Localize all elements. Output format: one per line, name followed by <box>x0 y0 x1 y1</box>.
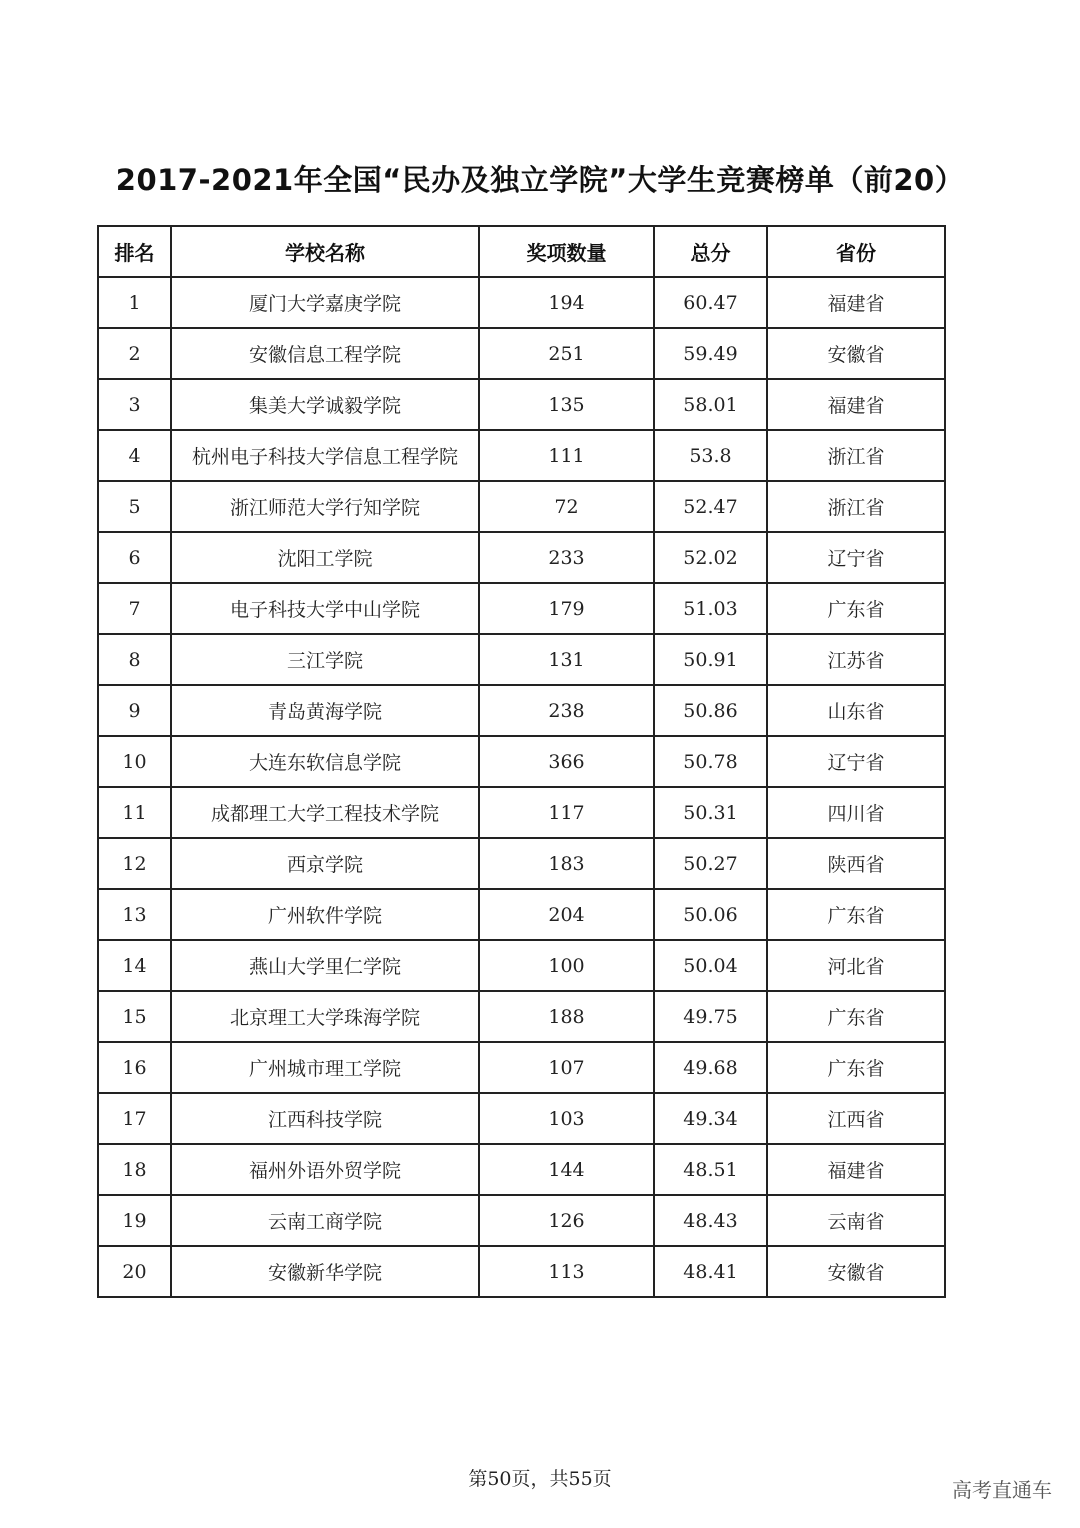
cell-province: 山东省 <box>767 685 945 736</box>
cell-score: 50.04 <box>654 940 767 991</box>
cell-score: 49.68 <box>654 1042 767 1093</box>
cell-school: 广州软件学院 <box>171 889 479 940</box>
table-row <box>98 634 945 685</box>
table-row <box>98 328 945 379</box>
header-school: 学校名称 <box>171 226 479 277</box>
cell-score: 48.43 <box>654 1195 767 1246</box>
table-row <box>98 481 945 532</box>
cell-score: 49.75 <box>654 991 767 1042</box>
cell-school: 广州城市理工学院 <box>171 1042 479 1093</box>
cell-rank: 12 <box>98 838 171 889</box>
cell-rank: 11 <box>98 787 171 838</box>
cell-province: 江西省 <box>767 1093 945 1144</box>
cell-school: 福州外语外贸学院 <box>171 1144 479 1195</box>
table-header-row <box>98 226 945 277</box>
header-rank: 排名 <box>98 226 171 277</box>
cell-awards: 135 <box>479 379 654 430</box>
cell-awards: 238 <box>479 685 654 736</box>
table-row <box>98 583 945 634</box>
cell-awards: 233 <box>479 532 654 583</box>
cell-rank: 14 <box>98 940 171 991</box>
cell-rank: 9 <box>98 685 171 736</box>
table-body <box>98 277 945 1297</box>
cell-province: 云南省 <box>767 1195 945 1246</box>
header-score: 总分 <box>654 226 767 277</box>
cell-school: 集美大学诚毅学院 <box>171 379 479 430</box>
cell-score: 59.49 <box>654 328 767 379</box>
watermark: 高考直通车 <box>952 1478 1052 1502</box>
cell-awards: 144 <box>479 1144 654 1195</box>
header-awards: 奖项数量 <box>479 226 654 277</box>
cell-awards: 103 <box>479 1093 654 1144</box>
cell-awards: 179 <box>479 583 654 634</box>
cell-score: 48.51 <box>654 1144 767 1195</box>
cell-score: 60.47 <box>654 277 767 328</box>
cell-rank: 3 <box>98 379 171 430</box>
table-row <box>98 379 945 430</box>
cell-province: 浙江省 <box>767 430 945 481</box>
cell-school: 三江学院 <box>171 634 479 685</box>
table-row <box>98 1195 945 1246</box>
cell-score: 58.01 <box>654 379 767 430</box>
cell-province: 辽宁省 <box>767 736 945 787</box>
cell-awards: 117 <box>479 787 654 838</box>
cell-province: 广东省 <box>767 583 945 634</box>
cell-score: 50.86 <box>654 685 767 736</box>
ranking-table <box>97 225 946 1298</box>
cell-awards: 183 <box>479 838 654 889</box>
table-row <box>98 1042 945 1093</box>
cell-score: 50.27 <box>654 838 767 889</box>
cell-score: 52.02 <box>654 532 767 583</box>
table-row <box>98 1246 945 1297</box>
cell-score: 50.31 <box>654 787 767 838</box>
cell-province: 福建省 <box>767 277 945 328</box>
cell-score: 52.47 <box>654 481 767 532</box>
cell-rank: 6 <box>98 532 171 583</box>
cell-awards: 126 <box>479 1195 654 1246</box>
cell-rank: 1 <box>98 277 171 328</box>
cell-score: 50.91 <box>654 634 767 685</box>
cell-score: 48.41 <box>654 1246 767 1297</box>
table-row <box>98 991 945 1042</box>
page-number: 第50页，共55页 <box>468 1468 612 1490</box>
cell-rank: 18 <box>98 1144 171 1195</box>
cell-awards: 251 <box>479 328 654 379</box>
table-row <box>98 277 945 328</box>
cell-province: 辽宁省 <box>767 532 945 583</box>
cell-rank: 4 <box>98 430 171 481</box>
header-province: 省份 <box>767 226 945 277</box>
cell-rank: 2 <box>98 328 171 379</box>
cell-school: 北京理工大学珠海学院 <box>171 991 479 1042</box>
cell-awards: 188 <box>479 991 654 1042</box>
cell-rank: 8 <box>98 634 171 685</box>
cell-awards: 100 <box>479 940 654 991</box>
cell-province: 福建省 <box>767 379 945 430</box>
cell-score: 49.34 <box>654 1093 767 1144</box>
cell-rank: 15 <box>98 991 171 1042</box>
cell-school: 燕山大学里仁学院 <box>171 940 479 991</box>
cell-school: 沈阳工学院 <box>171 532 479 583</box>
cell-score: 53.8 <box>654 430 767 481</box>
table-row <box>98 1144 945 1195</box>
cell-school: 电子科技大学中山学院 <box>171 583 479 634</box>
cell-rank: 5 <box>98 481 171 532</box>
cell-province: 安徽省 <box>767 328 945 379</box>
cell-awards: 72 <box>479 481 654 532</box>
table-row <box>98 787 945 838</box>
cell-school: 大连东软信息学院 <box>171 736 479 787</box>
cell-school: 厦门大学嘉庚学院 <box>171 277 479 328</box>
cell-rank: 16 <box>98 1042 171 1093</box>
cell-province: 广东省 <box>767 889 945 940</box>
cell-rank: 19 <box>98 1195 171 1246</box>
cell-school: 云南工商学院 <box>171 1195 479 1246</box>
cell-school: 西京学院 <box>171 838 479 889</box>
cell-rank: 20 <box>98 1246 171 1297</box>
table-row <box>98 532 945 583</box>
cell-rank: 7 <box>98 583 171 634</box>
cell-school: 杭州电子科技大学信息工程学院 <box>171 430 479 481</box>
table-row <box>98 736 945 787</box>
cell-province: 河北省 <box>767 940 945 991</box>
table-row <box>98 889 945 940</box>
cell-score: 51.03 <box>654 583 767 634</box>
table-row <box>98 685 945 736</box>
cell-province: 广东省 <box>767 991 945 1042</box>
table-row <box>98 1093 945 1144</box>
cell-awards: 113 <box>479 1246 654 1297</box>
cell-score: 50.06 <box>654 889 767 940</box>
page-title: 2017-2021年全国“民办及独立学院”大学生竞赛榜单（前20） <box>115 163 965 197</box>
cell-province: 陕西省 <box>767 838 945 889</box>
table-row <box>98 838 945 889</box>
cell-school: 江西科技学院 <box>171 1093 479 1144</box>
cell-province: 安徽省 <box>767 1246 945 1297</box>
cell-awards: 107 <box>479 1042 654 1093</box>
cell-score: 50.78 <box>654 736 767 787</box>
cell-awards: 194 <box>479 277 654 328</box>
cell-awards: 131 <box>479 634 654 685</box>
cell-province: 浙江省 <box>767 481 945 532</box>
cell-rank: 13 <box>98 889 171 940</box>
cell-school: 安徽信息工程学院 <box>171 328 479 379</box>
cell-awards: 204 <box>479 889 654 940</box>
table-row <box>98 430 945 481</box>
cell-province: 广东省 <box>767 1042 945 1093</box>
table-row <box>98 940 945 991</box>
cell-awards: 366 <box>479 736 654 787</box>
cell-rank: 17 <box>98 1093 171 1144</box>
cell-school: 成都理工大学工程技术学院 <box>171 787 479 838</box>
cell-province: 江苏省 <box>767 634 945 685</box>
cell-province: 福建省 <box>767 1144 945 1195</box>
cell-province: 四川省 <box>767 787 945 838</box>
cell-school: 浙江师范大学行知学院 <box>171 481 479 532</box>
cell-school: 安徽新华学院 <box>171 1246 479 1297</box>
cell-rank: 10 <box>98 736 171 787</box>
cell-school: 青岛黄海学院 <box>171 685 479 736</box>
cell-awards: 111 <box>479 430 654 481</box>
